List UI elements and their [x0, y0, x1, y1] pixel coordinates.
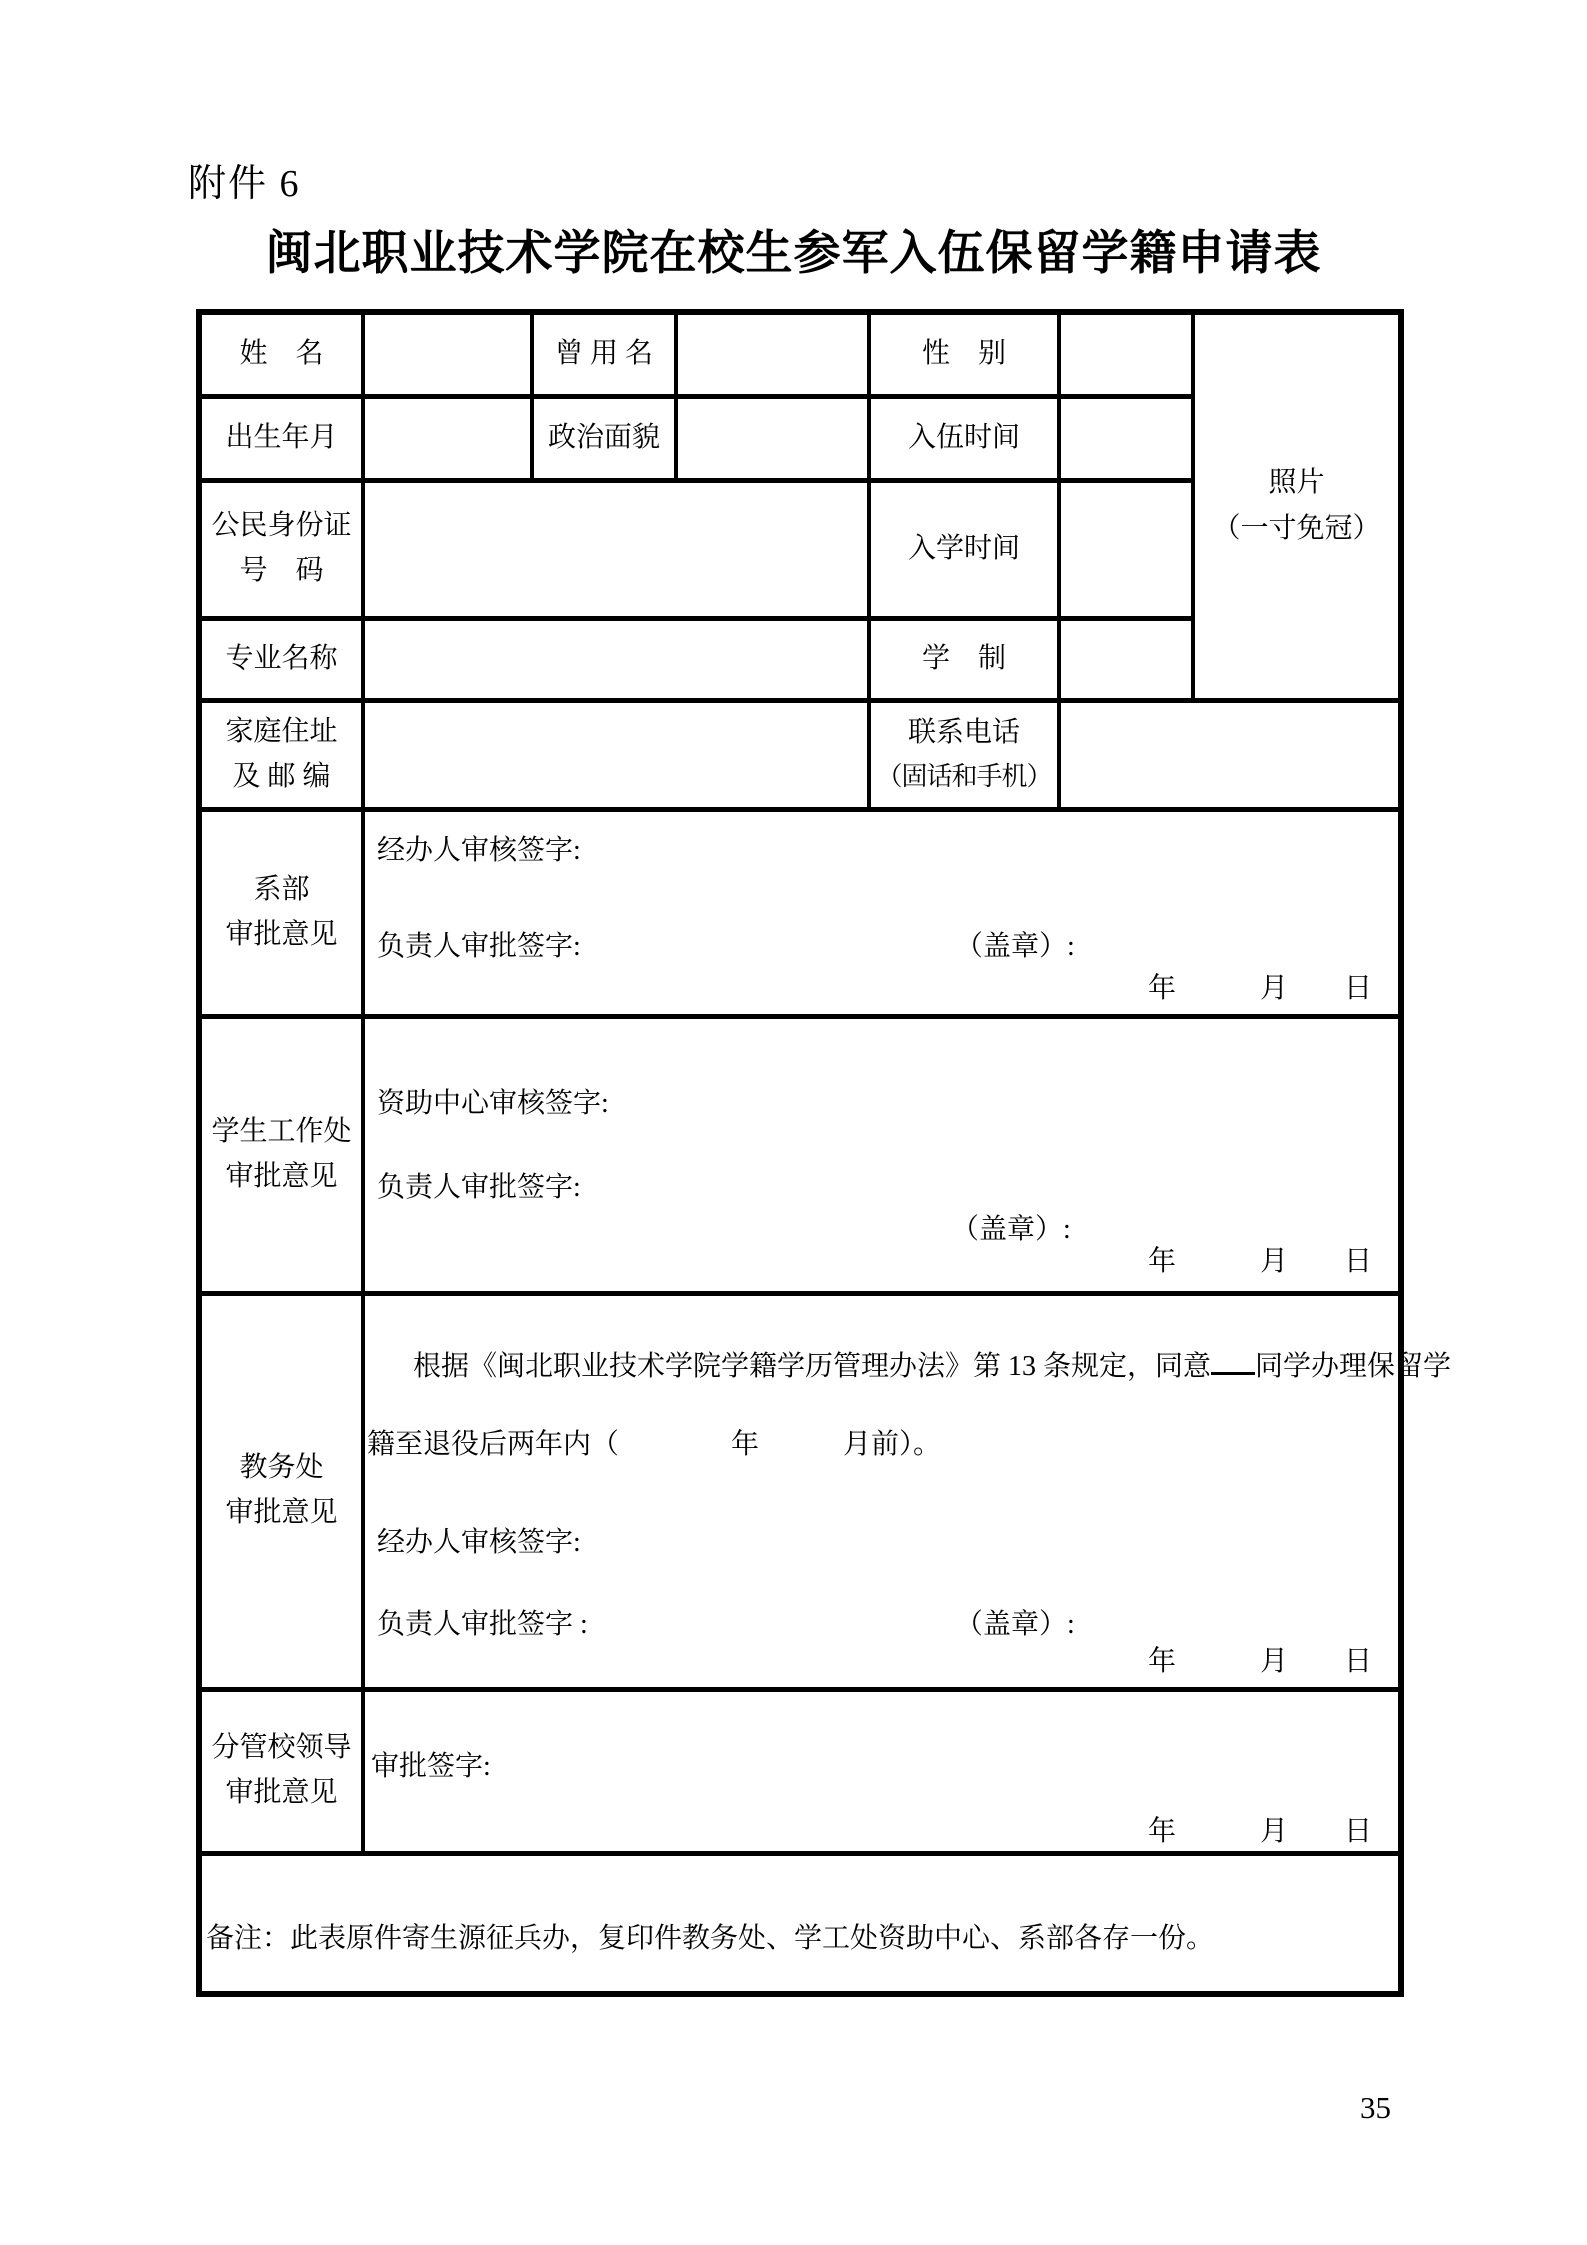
page-number: 35 [1360, 2090, 1391, 2125]
table-row [199, 312, 1401, 396]
student-affairs-seal-label: （盖章）: [951, 1213, 1071, 1245]
aid-center-sign-label: 资助中心审核签字: [377, 1087, 609, 1119]
phone-label: 联系电话 （固话和手机） [869, 700, 1059, 809]
table-row [199, 1853, 1401, 1994]
home-address-value-cell [363, 700, 869, 809]
academic-statement-line1: 根据《闽北职业技术学院学籍学历管理办法》第 13 条规定，同意 同学办理保留学 [413, 1344, 1451, 1384]
note-row [199, 1853, 1401, 1994]
dept-approval-label: 系部 审批意见 [199, 809, 363, 1016]
note-text: 备注：此表原件寄生源征兵办，复印件教务处、学工处资助中心、系部各存一份。 [206, 1922, 1215, 1954]
id-number-label: 公民身份证 号 码 [199, 480, 363, 618]
table-row [199, 1016, 1401, 1293]
page-title: 闽北职业技术学院在校生参军入伍保留学籍申请表 [265, 228, 1322, 280]
former-name-value-cell [676, 312, 869, 396]
academic-approver-sign-label: 负责人审批签字 : [377, 1608, 588, 1640]
table-row [199, 1689, 1401, 1853]
enroll-time-value-cell [1059, 480, 1193, 618]
birth-date-value-cell [363, 396, 532, 480]
academic-seal-label: （盖章）: [955, 1608, 1075, 1640]
table-row [199, 1293, 1401, 1689]
former-name-label: 曾 用 名 [532, 312, 676, 396]
name-label: 姓 名 [199, 312, 363, 396]
duration-label: 学 制 [869, 618, 1059, 700]
dept-approver-sign-label: 负责人审批签字: [377, 930, 581, 962]
student-affairs-approval-label: 学生工作处 审批意见 [199, 1016, 363, 1293]
political-status-value-cell [676, 396, 869, 480]
gender-value-cell [1059, 312, 1193, 396]
dept-date-line: 年 月 日 [1147, 972, 1372, 1004]
home-address-label: 家庭住址 及 邮 编 [199, 700, 363, 809]
photo-label-line1: 照片 [1268, 467, 1325, 499]
student-affairs-approval-area [363, 1016, 1401, 1293]
academic-approval-label: 教务处 审批意见 [199, 1293, 363, 1689]
enlist-time-value-cell [1059, 396, 1193, 480]
enlist-time-label: 入伍时间 [869, 396, 1059, 480]
student-name-blank [1211, 1345, 1255, 1375]
photo-box [1193, 312, 1401, 700]
birth-date-label: 出生年月 [199, 396, 363, 480]
leader-sign-label: 审批签字: [371, 1750, 491, 1782]
leader-date-line: 年 月 日 [1147, 1815, 1372, 1847]
academic-handler-sign-label: 经办人审核签字: [377, 1526, 581, 1558]
application-form-table [196, 309, 1452, 1997]
id-number-value-cell [363, 480, 869, 618]
student-affairs-date-line: 年 月 日 [1147, 1245, 1372, 1277]
academic-approval-area [363, 1293, 1452, 1689]
dept-handler-sign-label: 经办人审核签字: [377, 834, 581, 866]
leader-approval-label: 分管校领导 审批意见 [199, 1689, 363, 1853]
academic-statement-line2: 籍至退役后两年内（ 年 月前）。 [367, 1428, 942, 1460]
leader-approval-area [363, 1689, 1401, 1853]
major-label: 专业名称 [199, 618, 363, 700]
major-value-cell [363, 618, 869, 700]
academic-date-line: 年 月 日 [1147, 1645, 1372, 1677]
political-status-label: 政治面貌 [532, 396, 676, 480]
table-row [199, 700, 1401, 809]
student-affairs-approver-sign-label: 负责人审批签字: [377, 1171, 581, 1203]
attachment-label: 附件 6 [188, 163, 301, 205]
name-value-cell [363, 312, 532, 396]
table-row [199, 809, 1401, 1016]
gender-label: 性 别 [869, 312, 1059, 396]
dept-approval-area [363, 809, 1401, 1016]
enroll-time-label: 入学时间 [869, 480, 1059, 618]
duration-value-cell [1059, 618, 1193, 700]
dept-seal-label: （盖章）: [955, 930, 1075, 962]
phone-value-cell [1059, 700, 1401, 809]
photo-label-line2: （一寸免冠） [1212, 513, 1381, 545]
